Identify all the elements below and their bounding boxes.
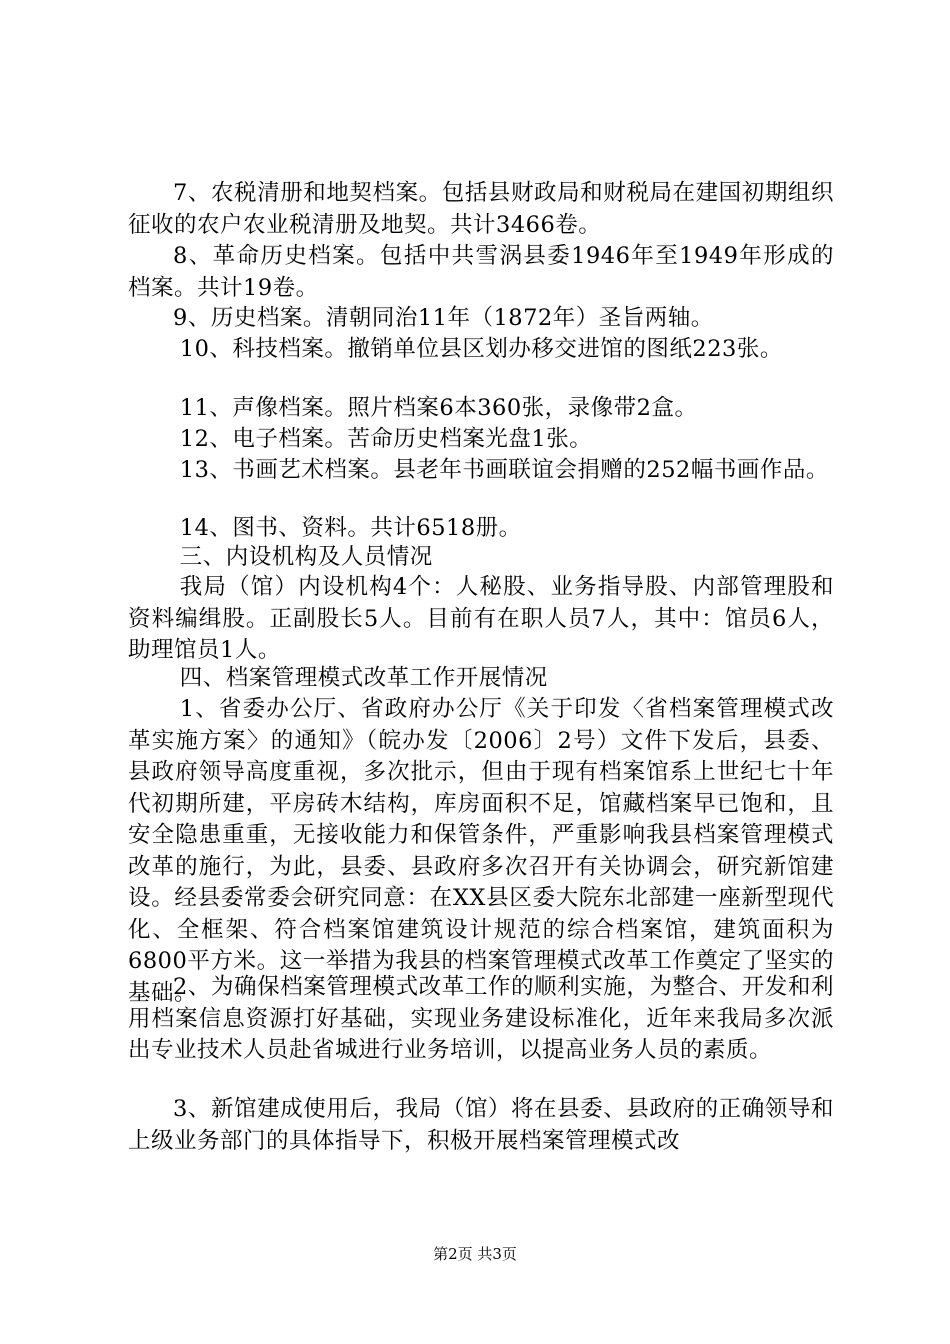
section-heading-3: 三、内设机构及人员情况 [179, 544, 433, 570]
paragraph-item-9: 9、历史档案。清朝同治11年（1872年）圣旨两轴。 [173, 305, 714, 331]
paragraph-item-11: 11、声像档案。照片档案6本360张，录像带2盒。 [179, 395, 698, 421]
paragraph-staffing: 我局（馆）内设机构4个：人秘股、业务指导股、内部管理股和资料编缉股。正副股长5人。目前有在职人员7人，其中：馆员6人，助理馆员1人。 [128, 574, 834, 663]
paragraph-reform-2: 2、为确保档案管理模式改革工作的顺利实施，为整合、开发和利用档案信息资源打好基础，实现业务建设标准化，近年来我局多次派出专业技术人员赴省城进行业务培训，以提高业务人员的素质。 [128, 974, 834, 1063]
paragraph-reform-1: 1、省委办公厅、省政府办公厅《关于印发〈省档案管理模式改革实施方案〉的通知》（皖办发〔2006〕2号）文件下发后，县委、县政府领导高度重视，多次批示，但由于现有档案馆系上世纪七十年代初期所建，平房砖木结构，库房面积不足，馆藏档案早已饱和，且安全隐患重重，无接收能力和保管条件，严重影响我县档案管理模式改革的施行，为此，县委、县政府多次召开有关协调会，研究新馆建设。经县委常委会研究同意：在XX县区委大院东北部建一座新型现代化、全框架、符合档案馆建筑设计规范的综合档案馆，建筑面积为6800平方米。这一举措为我县的档案管理模式改革工作奠定了坚实的基础。 [128, 696, 834, 1006]
paragraph-item-10: 10、科技档案。撤销单位县区划办移交进馆的图纸223张。 [179, 336, 783, 362]
paragraph-item-12: 12、电子档案。苦命历史档案光盘1张。 [179, 426, 593, 452]
paragraph-item-8: 8、革命历史档案。包括中共雪涡县委1946年至1949年形成的档案。共计19卷。 [128, 243, 834, 301]
paragraph-item-7: 7、农税清册和地契档案。包括县财政局和财税局在建国初期组织征收的农户农业税清册及地契。共计3466卷。 [128, 180, 834, 238]
page-footer: 第2页 共3页 [433, 1245, 517, 1263]
section-heading-4: 四、档案管理模式改革工作开展情况 [179, 665, 548, 691]
paragraph-item-13: 13、书画艺术档案。县老年书画联谊会捐赠的252幅书画作品。 [179, 457, 829, 483]
paragraph-reform-3: 3、新馆建成使用后，我局（馆）将在县委、县政府的正确领导和上级业务部门的具体指导下，积极开展档案管理模式改 [128, 1096, 834, 1154]
paragraph-item-14: 14、图书、资料。共计6518册。 [179, 515, 522, 541]
